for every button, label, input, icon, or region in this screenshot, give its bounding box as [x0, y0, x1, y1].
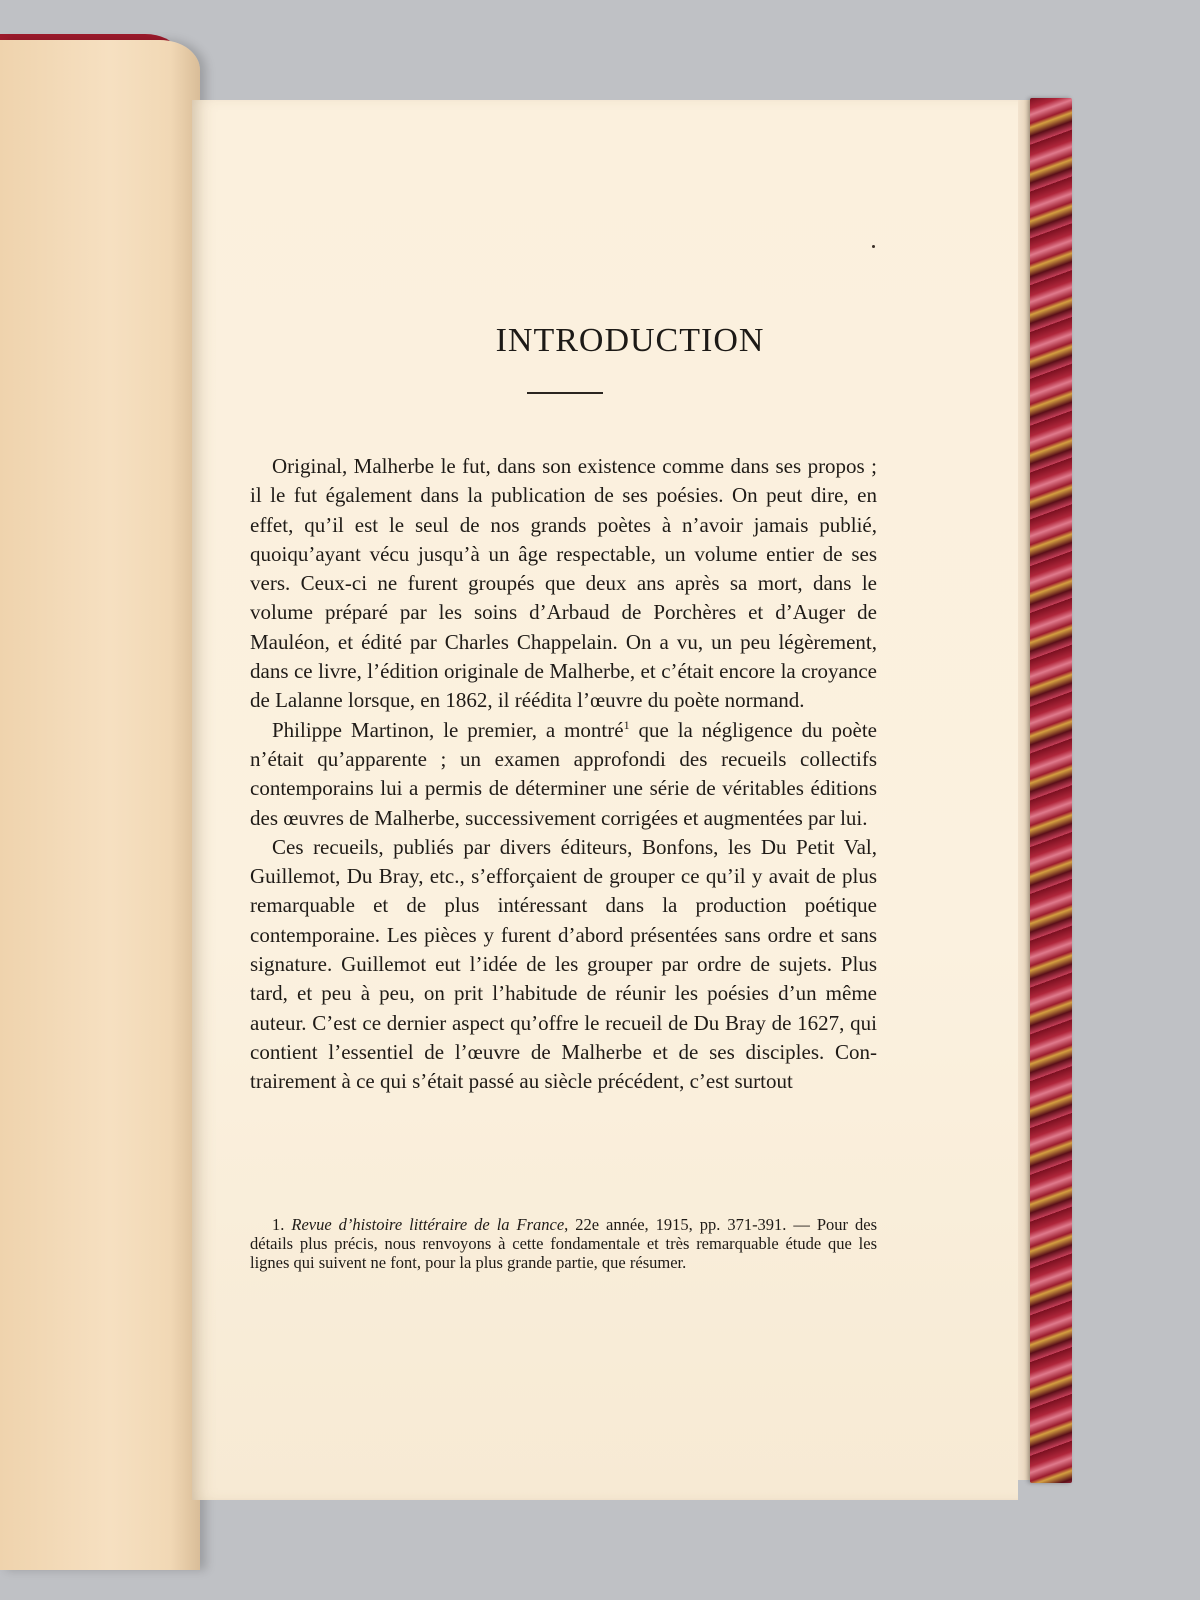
- marbled-board: [1030, 98, 1072, 1483]
- paragraph-2: [250, 716, 877, 833]
- footnote-text: , 22e année, 1915, pp. 371-391. — Pour des détails plus précis, nous renvoyons à cette fondamentale et très remarquable étude que les lignes qui suivent ne font, pour la plus grande partie, que résumer.: [250, 1215, 878, 1272]
- title-rule: [527, 392, 603, 394]
- book-page: [192, 100, 1018, 1500]
- paragraph-2-end: que la négligence du poète n’était qu’apparente ; un examen approfondi des recueils collectifs contemporains lui a permis de déterminer une série de véritables éditions des œuvres de Malherbe, successivement corrigées et augmentées par lui.: [250, 717, 878, 830]
- footnote-journal: Revue d’histoire littéraire de la France: [291, 1215, 565, 1234]
- paragraph-1: Original, Malherbe le fut, dans son existence comme dans ses propos ; il le fut également dans la publication de ses poésies. On peut dire, en effet, qu’il est le seul de nos grands poètes à n’avoir jamais publié, quoiqu’ayant vécu jusqu’à un âge respectable, un volume entier de ses vers. Ceux-ci ne furent groupés que deux ans après sa mort, dans le volume préparé par les soins d’Arbaud de Porchères et d’Auger de Mauléon, et édité par Charles Chappelain. On a vu, un peu légèrement, dans ce livre, l’édition originale de Malherbe, et c’était encore la croyance de Lalanne lorsque, en 1862, il réédita l’œuvre du poète normand.: [250, 454, 877, 713]
- footnote: [250, 1215, 877, 1272]
- paragraph-2-start: Philippe Martinon, le premier, a montré: [272, 717, 624, 742]
- left-facing-page: [0, 40, 200, 1570]
- footnote-number: 1.: [272, 1215, 292, 1234]
- page-speck: [872, 245, 875, 248]
- footnote-reference: 1: [623, 717, 630, 732]
- body-text: [250, 452, 877, 1097]
- page-title: INTRODUCTION: [495, 322, 765, 359]
- paragraph-3: Ces recueils, publiés par divers éditeurs, Bonfons, les Du Petit Val, Guillemot, Du Bray, etc., s’efforçaient de grouper ce qu’il y avait de plus remarquable et de plus intéressant dans la production poétique contemporaine. Les pièces y furent d’abord présentées sans ordre et sans signature. Guillemot eut l’idée de les grouper par ordre de sujets. Plus tard, et peu à peu, on prit l’habitude de réunir les poésies d’un même auteur. C’est ce dernier aspect qu’offre le recueil de Du Bray de 1627, qui contient l’essentiel de l’œuvre de Malherbe et de ses disciples. Contrairement à ce qui s’était passé au siècle précédent, c’est surtout: [250, 834, 877, 1094]
